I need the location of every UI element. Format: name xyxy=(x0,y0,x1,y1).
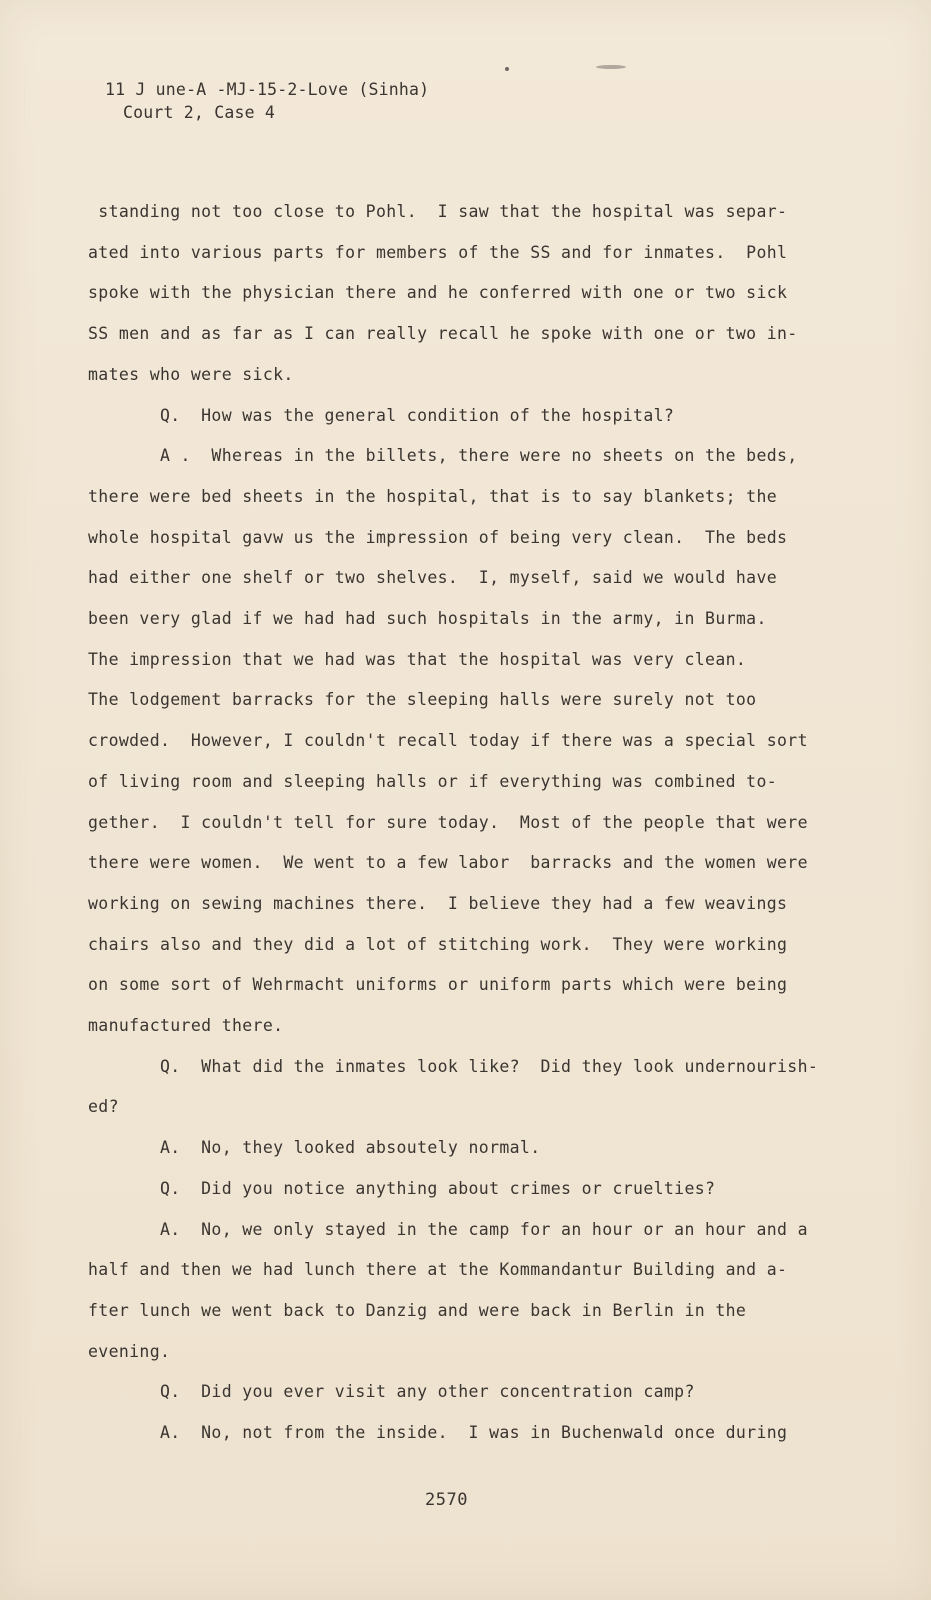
body-line: Q. Did you ever visit any other concentration camp? xyxy=(88,1382,695,1402)
body-line: mates who were sick. xyxy=(88,364,294,384)
body-line: half and then we had lunch there at the Kommandantur Building and a- xyxy=(88,1260,788,1280)
body-line: fter lunch we went back to Danzig and were back in Berlin in the xyxy=(88,1300,747,1320)
body-line: Q. What did the inmates look like? Did they look undernourish- xyxy=(88,1056,819,1076)
body-line: A. No, not from the inside. I was in Buchenwald once during xyxy=(88,1423,788,1442)
body-line: of living room and sleeping halls or if everything was combined to- xyxy=(88,771,778,791)
body-line: crowded. However, I couldn't recall today if there was a special sort xyxy=(88,731,808,751)
document-header xyxy=(105,78,429,124)
body-line: Q. Did you notice anything about crimes or cruelties? xyxy=(88,1178,716,1198)
body-line: The impression that we had was that the hospital was very clean. xyxy=(88,649,747,669)
body-line: ated into various parts for members of the SS and for inmates. Pohl xyxy=(88,242,788,262)
body-line: on some sort of Wehrmacht uniforms or uniform parts which were being xyxy=(88,975,788,995)
body-line: manufactured there. xyxy=(88,1016,284,1035)
body-line: Q. How was the general condition of the hospital? xyxy=(88,405,675,425)
body-line: A . Whereas in the billets, there were no sheets on the beds, xyxy=(88,446,798,466)
body-line: whole hospital gavw us the impression of being very clean. The beds xyxy=(88,527,788,547)
body-line: chairs also and they did a lot of stitching work. They were working xyxy=(88,934,788,954)
header-line-2: Court 2, Case 4 xyxy=(123,103,276,122)
body-line: A. No, we only stayed in the camp for an hour or an hour and a xyxy=(88,1219,808,1239)
ink-speck xyxy=(505,67,509,71)
body-line: been very glad if we had had such hospitals in the army, in Burma. xyxy=(88,609,767,628)
body-line: there were women. We went to a few labor barracks and the women were xyxy=(88,853,808,873)
body-line: gether. I couldn't tell for sure today. Most of the people that were xyxy=(88,812,808,832)
header-line-1: 11 J une-A -MJ-15-2-Love (Sinha) xyxy=(105,80,430,99)
body-line: ed? xyxy=(88,1097,119,1117)
page-number: 2570 xyxy=(425,1490,468,1510)
ink-smudge xyxy=(596,65,626,69)
body-line: A. No, they looked absoutely normal. xyxy=(88,1138,541,1158)
body-line: spoke with the physician there and he conferred with one or two sick xyxy=(88,283,788,303)
body-line: The lodgement barracks for the sleeping halls were surely not too xyxy=(88,690,757,710)
body-line: SS men and as far as I can really recall he spoke with one or two in- xyxy=(88,324,798,344)
body-line: standing not too close to Pohl. I saw that the hospital was separ- xyxy=(88,202,788,221)
body-line: working on sewing machines there. I believe they had a few weavings xyxy=(88,893,788,913)
body-line: evening. xyxy=(88,1341,171,1361)
body-line: had either one shelf or two shelves. I, myself, said we would have xyxy=(88,568,778,588)
body-line: there were bed sheets in the hospital, that is to say blankets; the xyxy=(88,486,778,506)
